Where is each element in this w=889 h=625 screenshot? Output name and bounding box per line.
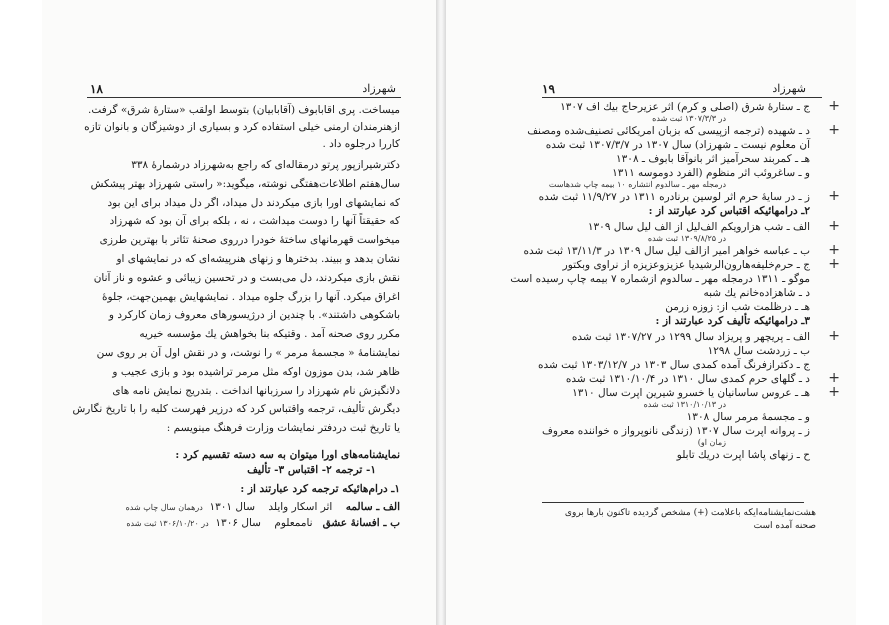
body-line: سال‌هفتم اطلاعات‌هفتگی نوشته، میگوید:« راستی شهرزاد بهتر پیشکش: [90, 177, 400, 190]
body-line: نمایشنامهٔ « مجسمهٔ مرمر » را نوشت، و در نقش اول آن بر روی سن: [96, 347, 400, 359]
list-item: هـ ـ کمربند سحرآمیز اثر بانوآقا بابوف ـ ۱۳۰۸: [616, 153, 810, 165]
section-heading: ۲ـ درامهائیکه اقتباس کرد عبارتند از :: [648, 205, 810, 217]
body-line: که حقیقتاً آنها را دوست میداشت ، نه ، بلکه برای آن بود که شهرزاد: [109, 215, 400, 228]
list-item: موگو ـ ۱۳۱۱ درمجله مهر ـ سالدوم ازشماره ۷ بیمه چاپ رسیده است: [510, 273, 810, 285]
list-item: د ـ شاهزاده‌خانم یك شبه: [703, 287, 810, 299]
section-heading: ۳ـ درامهائیکه تألیف کرد عبارتند از :: [655, 315, 810, 327]
plus-mark-icon: +: [828, 242, 840, 258]
list-item: ج ـ ستارهٔ شرق (اصلی و کرم) اثر عزیرحاج بیك اف ۱۳۰۷: [560, 101, 810, 113]
plus-mark-icon: +: [828, 98, 840, 114]
body-line: دلانگیزش نام شهرزاد را سرزبانها انداخت . بتدریج نمایش نامه های: [112, 384, 400, 397]
footnote-line: صحنه آمده است: [753, 521, 816, 531]
section-heading: نمایشنامه‌های اورا میتوان به سه دسته تقسیم کرد :: [175, 449, 400, 461]
footnote-rule: [542, 502, 804, 503]
list-item: الف ـ پریچهر و پریزاد سال ۱۲۹۹ در ۱۳۰۷/۲۷ ثبت شده: [571, 331, 810, 343]
list-item: ز ـ پروانه اپرت سال ۱۳۰۷ (زندگی نانوپرواز ه خواننده معروف: [542, 425, 810, 437]
body-line: میخواست قهرمانهای ساختهٔ خودرا درروی صحنهٔ تئاتر با بهترین طرزی: [99, 234, 400, 247]
list-item-note: درمجله مهر ـ سالدوم انتشاره ۱۰ بیمه چاپ شدهاست: [548, 180, 726, 189]
list-item-note: در ۱۳۱۰/۱۰/۱۳ ثبت شده: [643, 400, 726, 409]
plus-mark-icon: +: [828, 384, 840, 400]
footnote-line: هشت‌نمایشنامه‌ایکه باعلامت (+) مشخص گردیده تاکنون بارها بروی: [564, 508, 816, 518]
list-item: و ـ ساغروئب اثر منظوم (الفرد دوموسه ۱۳۱۱: [612, 167, 810, 179]
list-item: آن معلوم نیست ـ شهرزاد) سال ۱۳۰۷ در ۱۳۰۷/۳/۷ ثبت شده: [545, 139, 810, 151]
list-item: ج ـ حرم‌خلیفه‌هارون‌الرشیدیا عزیزوعزیزه از نراوی وبکتور: [562, 259, 810, 271]
list-item: ب ـ عباسه خواهر امیر ازالف لیل سال ۱۳۰۹ در ۱۳/۱۱/۳ ثبت شده: [523, 245, 810, 257]
list-item: هـ ـ عروس ساسانیان یا خسرو شیرین اپرت سال ۱۳۱۰: [572, 387, 810, 399]
body-line: ازهنرمندان ارمنی خیلی استفاده کرد و بسیاری از دوشیزگان و بانوان تازه: [84, 121, 400, 133]
plus-mark-icon: +: [828, 256, 840, 272]
list-item-note: در ۱۳۰۷/۳/۳ ثبت شده: [652, 114, 726, 123]
page-number: ۱۹: [542, 82, 555, 96]
body-line: دیگرش تألیف، ترجمه واقتباس کرد که درزیر فهرست کلیه را با تاریخ نگارش: [72, 403, 400, 416]
body-line: ظاهر شد، بدن موزون اوکه مثل مرمر تراشیده بود و بازی عجیب و: [112, 365, 400, 378]
plus-mark-icon: +: [828, 188, 840, 204]
list-item: و ـ مجسمهٔ مرمر سال ۱۳۰۸: [686, 411, 810, 423]
plus-mark-icon: +: [828, 370, 840, 386]
list-item: د ـ شهیده (ترجمه ازپیسی که بزبان امریکائی تصنیف‌شده ومصنف: [527, 125, 810, 137]
page-number: ۱۸: [90, 82, 103, 96]
right-page: [446, 0, 856, 625]
list-item: ج ـ دکترازفرنگ آمده کمدی سال ۱۳۰۳ در ۱۳۰۳/۱۲/۷ ثبت شده: [537, 359, 810, 371]
body-line: که نمایشهای اورا بازی میکردند دل میداد، اگر دل میداد برای این بود: [107, 196, 400, 209]
list-item-note: زمان او): [697, 438, 726, 447]
subheading-translated: ۱ـ درام‌هائیکه ترجمه کرد عبارتند از :: [240, 483, 400, 495]
entry-row: الف ـ سالمه اثر اسکار وایلد سال ۱۳۰۱ درهمان سال چاپ شده: [125, 501, 400, 513]
body-line: باشکوهی داشتند». با چندین از درژیسورهای معروف زمان کارکرد و: [108, 309, 400, 322]
body-line: میساخت. پری اقابابوف (آقابابیان) بتوسط اولقب «ستارهٔ شرق» گرفت.: [88, 104, 400, 116]
entry-row: ب ـ افسانهٔ عشق ناممعلوم سال ۱۳۰۶ در ۱۳۰۶/۱۰/۲۰ ثبت شده: [126, 517, 400, 529]
body-line: کاررا درجلوه داد .: [322, 138, 400, 150]
list-item: هـ ـ درظلمت شب از: زوزه زرمن: [665, 301, 810, 313]
plus-mark-icon: +: [828, 218, 840, 234]
list-item-note: در ۱۳۰۹/۸/۲۵ ثبت شده: [647, 234, 726, 243]
running-title: شهرزاد: [362, 82, 396, 95]
list-item: ز ـ در سایهٔ حرم اثر لوسین برنادره ۱۳۱۱ در ۱۱/۹/۲۷ ثبت شده: [538, 191, 810, 203]
plus-mark-icon: +: [828, 122, 840, 138]
body-line: دکترشیرازپور پرتو درمقاله‌ای که راجع به‌شهرزاد درشمارهٔ ۳۳۸: [131, 159, 400, 171]
body-line: اغراق میکرد. آنها را بزرگ جلوه میداد . نمایشهایش بهمین‌جهت، جلوهٔ: [102, 290, 400, 303]
list-item: ح ـ زنهای پاشا اپرت دریك تابلو: [676, 449, 810, 461]
header-rule: [87, 97, 401, 98]
list-item: د ـ گلهای حرم کمدی سال ۱۳۱۰ در ۱۳۱۰/۱۰/۴ ثبت شده: [565, 373, 810, 385]
body-line: مکرر روی صحنه آمد . وقتیکه بنا بخواهش یك مؤسسه خیریه: [139, 328, 400, 341]
header-rule: [542, 97, 822, 98]
left-page: [42, 0, 436, 625]
body-line: نقش بازی میکردند، دل می‌بست و در تحسین زیبائی و عشوه و ناز آنان: [93, 271, 400, 284]
list-item: الف ـ شب هزارویکم الف‌لیل از الف لیل سال ۱۳۰۹: [587, 221, 810, 233]
book-gutter: [436, 0, 446, 625]
list-item: ب ـ زردشت سال ۱۲۹۸: [707, 345, 810, 357]
categories-line: ۱- ترجمه ۲- اقتباس ۳- تألیف: [247, 464, 376, 476]
plus-mark-icon: +: [828, 328, 840, 344]
body-line: نشان بدهد و ببیند. بدخترها و زنهای هنرپیشه‌ای که در نمایشهای او: [116, 253, 400, 265]
body-line: یا تاریخ ثبت دردفتر نمایشات وزارت فرهنگ مینویسم :: [166, 422, 400, 435]
running-title: شهرزاد: [772, 82, 806, 95]
